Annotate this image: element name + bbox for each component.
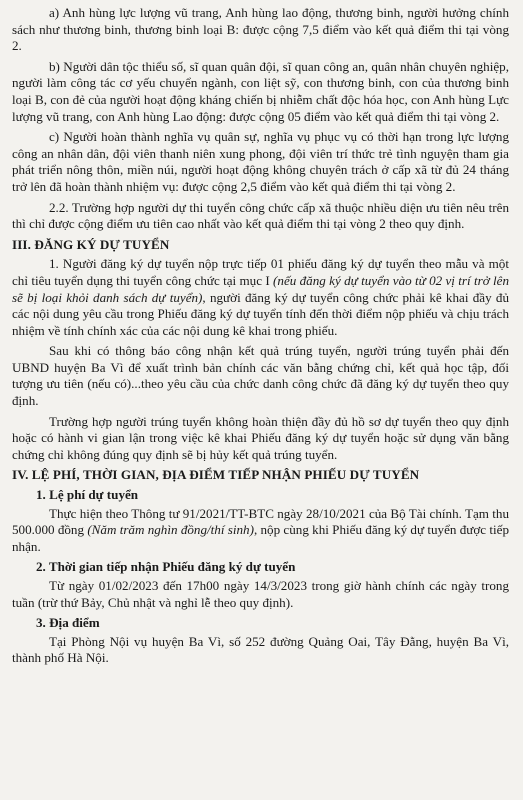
section-3-p1-end: , người đăng ký dự tuyển công chức phải kê khai đầy đủ các nội dung yêu cầu trong Phiếu đăng ký dự tuyển tính đến thời điểm nộp phiếu và chịu trách nhiệm về tính chính xác của các nội dung kê khai trong phiếu. xyxy=(12,289,509,338)
time-paragraph: Từ ngày 01/02/2023 đến 17h00 ngày 14/3/2023 trong giờ hành chính các ngày trong tuần (trừ thứ Bảy, Chủ nhật và nghỉ lễ theo quy định). xyxy=(12,578,509,610)
section-3-p1-italic: (nếu đăng ký dự tuyển vào từ 02 vị trí trở lên sẽ bị loại khỏi danh sách dự tuyển) xyxy=(12,272,509,305)
priority-item-a: a) Anh hùng lực lượng vũ trang, Anh hùng lao động, thương binh, người hưởng chính sách như thương binh, thương binh loại B: được cộng 7,5 điểm vào kết quả điểm thi tại vòng 2. xyxy=(12,5,509,54)
fee-text-italic: (Năm trăm nghìn đồng/thí sinh) xyxy=(87,522,254,538)
time-heading: 2. Thời gian tiếp nhận Phiếu đăng ký dự tuyển xyxy=(36,559,296,575)
place-heading: 3. Địa điểm xyxy=(36,615,100,631)
priority-item-b: b) Người dân tộc thiểu số, sĩ quan quân đội, sĩ quan công an, quân nhân chuyên nghiệp, người làm công tác cơ yếu chuyển ngành, con liệt sỹ, con thương binh, con của thương binh loại B, con đẻ của người hoạt động kháng chiến bị nhiễm chất độc hóa học, con Anh hùng Lực lượng vũ trang, con Anh hùng Lao động: được cộng 05 điểm vào kết quả điểm thi tại vòng 2. xyxy=(12,58,509,124)
fee-heading: 1. Lệ phí dự tuyển xyxy=(36,487,139,503)
section-4-title: IV. LỆ PHÍ, THỜI GIAN, ĐỊA ĐIỂM TIẾP NHẬN PHIẾU DỰ TUYỂN xyxy=(12,467,420,483)
priority-item-c: c) Người hoàn thành nghĩa vụ quân sự, nghĩa vụ phục vụ có thời hạn trong lực lượng công an nhân dân, đội viên thanh niên xung phong, đội viên trí thức trẻ tình nguyện tham gia phát triển nông thôn, miền núi, người hoạt động không chuyên trách ở cấp xã từ đủ 24 tháng trở lên đã hoàn thành nhiệm vụ: được cộng 2,5 điểm vào kết quả điểm thi tại vòng 2. xyxy=(12,129,509,194)
clause-2-2: 2.2. Trường hợp người dự thi tuyển công chức cấp xã thuộc nhiều diện ưu tiên nêu trên thì chỉ được cộng điểm ưu tiên cao nhất vào kết quả điểm thi tại vòng 2 theo quy định. xyxy=(12,199,509,232)
section-3-paragraph-3: Trường hợp người trúng tuyển không hoàn thiện đầy đủ hồ sơ dự tuyển theo quy định hoặc có hành vi gian lận trong việc kê khai Phiếu đăng ký dự tuyển hoặc sử dụng văn bằng chứng chỉ không đúng quy định sẽ bị hủy kết quả trúng tuyển. xyxy=(12,413,509,462)
section-3-paragraph-1 xyxy=(12,256,509,339)
section-3-paragraph-2: Sau khi có thông báo công nhận kết quả trúng tuyển, người trúng tuyển phải đến UBND huyện Ba Vì để xuất trình bản chính các văn bằng chứng chỉ, kết quả học tập, đối tượng ưu tiên (nếu có)...theo yêu cầu của chức danh công chức đã đăng ký dự tuyển theo quy định. xyxy=(12,343,509,409)
place-paragraph: Tại Phòng Nội vụ huyện Ba Vì, số 252 đường Quảng Oai, Tây Đằng, huyện Ba Vì, thành phố Hà Nội. xyxy=(12,633,509,666)
section-3-title: III. ĐĂNG KÝ DỰ TUYỂN xyxy=(12,236,170,252)
fee-paragraph xyxy=(12,506,509,556)
fee-text-start: Thực hiện theo Thông tư 91/2021/TT-BTC ngày 28/10/2021 của Bộ Tài chính. Tạm thu 500.000 đồng xyxy=(12,505,509,538)
fee-text-end: , nộp cùng khi Phiếu đăng ký dự tuyển được tiếp nhận. xyxy=(12,522,510,554)
section-3-p1-start: 1. Người đăng ký dự tuyển nộp trực tiếp 01 phiếu đăng ký dự tuyển theo mẫu và một chỉ tiêu tuyển dụng thi tuyển công chức tại mục I xyxy=(12,256,509,288)
